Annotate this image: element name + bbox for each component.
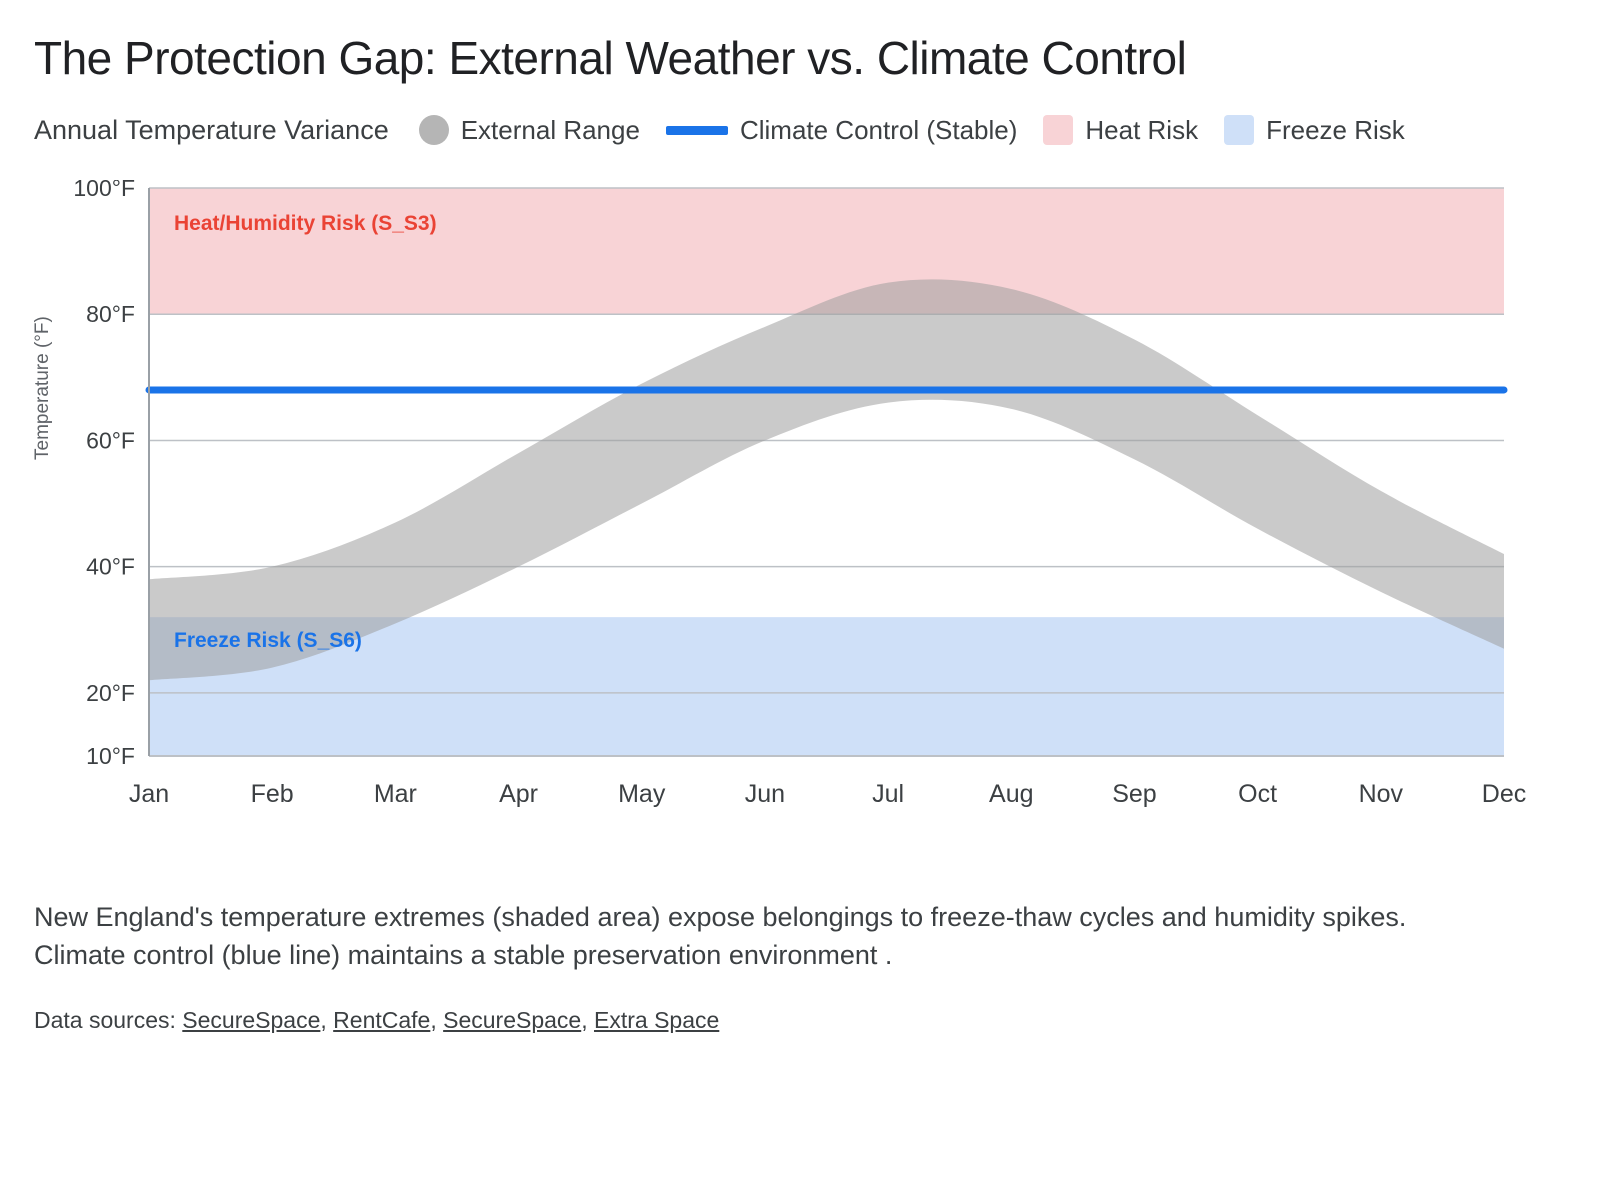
legend-label-freeze-risk: Freeze Risk [1266,114,1405,145]
x-tick-label: Nov [1358,779,1404,808]
x-tick-label: Jun [744,779,786,808]
external-range-dot-icon [419,115,449,145]
x-tick-label: Aug [989,779,1034,808]
source-link-3[interactable]: SecureSpace [443,1006,582,1033]
x-tick-labels [129,780,1526,808]
y-tick-label: 40°F [86,553,135,580]
climate-control-line-icon [666,126,728,135]
x-tick-label: Oct [1238,779,1278,808]
x-tick-label: May [618,779,666,808]
y-tick-label: 10°F [86,742,135,769]
x-tick-label: Apr [499,779,538,808]
x-tick-label: Jul [872,779,905,808]
legend-item-heat-risk[interactable] [1043,115,1198,146]
legend-item-climate-control[interactable] [666,115,1017,146]
legend-label-climate-control: Climate Control (Stable) [739,114,1018,145]
y-tick-labels [73,180,135,769]
legend-subtitle: Annual Temperature Variance [34,114,389,145]
y-tick-label: 60°F [86,427,135,454]
source-link-2[interactable]: RentCafe [333,1006,431,1033]
source-link-4[interactable]: Extra Space [594,1006,720,1033]
data-sources [34,1007,1540,1034]
y-tick-label: 20°F [86,679,135,706]
x-tick-label: Jan [128,779,170,808]
sources-sep-2: , [430,1006,444,1033]
plot-area [34,180,1554,820]
sources-sep-3: , [581,1006,594,1033]
heat-risk-band [149,188,1504,314]
sources-prefix: Data sources: [34,1006,183,1033]
legend-item-freeze-risk[interactable] [1224,115,1405,146]
y-axis-title: Temperature (°F) [32,316,53,460]
x-tick-label: Sep [1112,779,1157,808]
legend-item-external-range[interactable] [419,115,640,146]
y-tick-label: 100°F [73,179,135,201]
freeze-band-annotation: Freeze Risk (S_S6) [174,629,362,653]
x-tick-label: Dec [1481,779,1527,808]
sources-sep-1: , [320,1006,334,1033]
footnote [34,898,1534,975]
temperature-chart [34,180,1554,820]
footnote-line-2: Climate control (blue line) maintains a stable preservation environment . [34,940,893,971]
heat-risk-swatch-icon [1043,115,1073,145]
y-tick-label: 80°F [86,301,135,328]
legend-label-external-range: External Range [460,114,640,145]
freeze-risk-swatch-icon [1224,115,1254,145]
footnote-line-1: New England's temperature extremes (shaded area) expose belongings to freeze-thaw cycles and humidity spikes. [34,901,1407,932]
x-tick-label: Mar [373,779,417,808]
x-tick-label: Feb [250,779,294,808]
chart-legend [34,115,1540,146]
page-title: The Protection Gap: External Weather vs. Climate Control [34,32,1187,84]
legend-label-heat-risk: Heat Risk [1085,114,1199,145]
heat-band-annotation: Heat/Humidity Risk (S_S3) [174,211,437,235]
source-link-1[interactable]: SecureSpace [182,1006,321,1033]
